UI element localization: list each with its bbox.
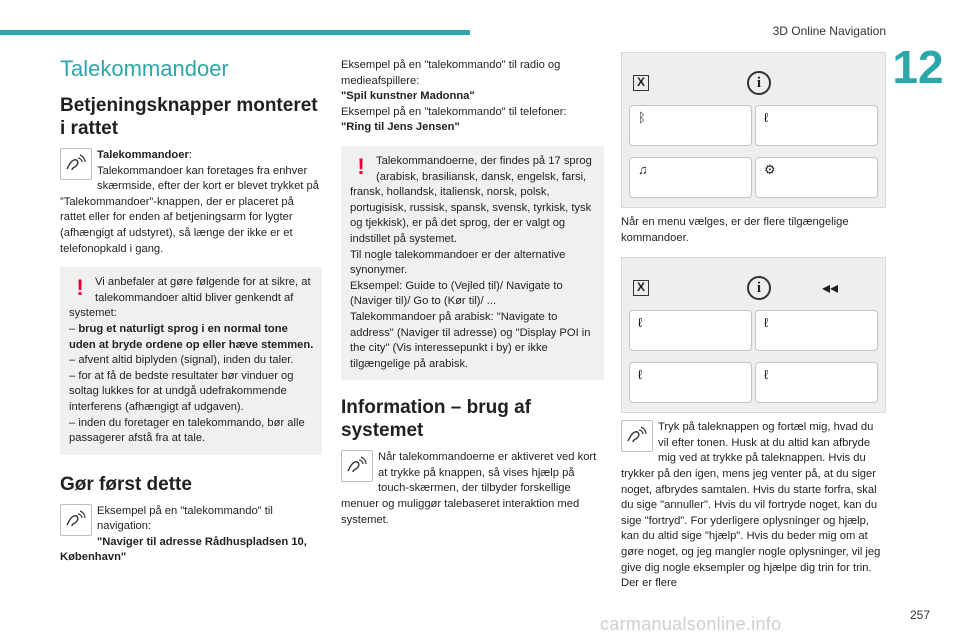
help-paragraph	[341, 450, 604, 528]
navigation-example-command: "Naviger til adresse Rådhuspladsen 10, København"	[60, 535, 307, 564]
heading-first-steps: Gør først dette	[60, 473, 192, 495]
voice-help-text: Tryk på taleknappen og fortæl mig, hvad du vil efter tonen. Husk at du altid kan afbryde mig ved at trykke på taleknappen. Hvis du trykker på den igen, mens jeg venter på, at du siger noget, afbrydes samtalen. Hvis du starte forfra, skal du sige "annuller". Hvis du vil fortryde noget, kan du sige "fortryd". For yderligere oplysninger og hjælp, kan du altid sige "hjælp". Hvis du beder mig om at gøre noget, og jeg mangler nogle oplysninger, vil jeg give dig nogle eksempler og hjælpe dig trin for trin. Der er flere	[621, 421, 881, 590]
voice-control-icon	[60, 504, 92, 536]
back-icon[interactable]: ◂◂	[821, 280, 838, 298]
note-bullet-1: brug et naturligt sprog i en normal tone uden at bryde ordene op eller hæve stemmen.	[69, 322, 314, 351]
help-paragraph-text: Når talekommandoerne er aktiveret ved kort at trykke på knappen, så vises hjælp på touch-skærmen, der tilbyder forskellige menuer og muliggør talebaseret interaktion med systemet.	[341, 451, 597, 526]
section-title: 3D Online Navigation	[772, 24, 886, 38]
note-bullet-2: – afvent altid biplyden (signal), inden du taler.	[69, 354, 294, 367]
page-number: 257	[909, 608, 930, 622]
note-dash: –	[69, 322, 79, 335]
submenu-screen	[621, 257, 886, 413]
voice-control-icon	[341, 450, 373, 482]
note-bullet-4: – inden du foretager en talekommando, bør alle passagerer afstå fra at tale.	[69, 416, 305, 445]
menu-button-navigation[interactable]	[629, 105, 752, 146]
navigation-example	[60, 504, 322, 566]
submenu-button[interactable]	[755, 362, 878, 403]
voice-command-paragraph	[60, 148, 322, 257]
watermark: carmanualsonline.info	[600, 614, 782, 634]
voice-command-text: : Talekommandoer kan foretages fra enhver skærmside, efter der kort er blevet trykket på ”Talekommandoer”-knappen, der er placeret på rattet eller for enden af betjeningsarm for lygter (afhængigt af udstyret), så længe der ikke er et telefonopkald i gang.	[60, 149, 319, 255]
submenu-button[interactable]	[755, 310, 878, 351]
column-2	[341, 58, 604, 528]
recommendation-note	[60, 267, 322, 455]
phone-icon: ℓ	[764, 314, 769, 330]
warning-icon: !	[76, 275, 84, 301]
heading-system-info: Information – brug af systemet	[341, 397, 531, 442]
voice-help-paragraph	[621, 420, 886, 592]
note-bullet-3: – for at få de bedste resultater bør vinduer og soltag lukkes for at undgå udefrakommende interferens (afhængigt af udgaven).	[69, 369, 294, 413]
radio-example-command: "Spil kunstner Madonna"	[341, 90, 475, 103]
column-1	[60, 52, 322, 566]
submenu-button[interactable]	[629, 310, 752, 351]
languages-note-2: Til nogle talekommandoer er der alternative synonymer.	[350, 248, 566, 277]
phone-example: Eksempel på en "talekommando" til telefoner:	[341, 105, 567, 118]
phone-icon: ℓ	[764, 366, 769, 382]
warning-icon: !	[357, 153, 365, 179]
phone-icon: ℓ	[638, 314, 643, 330]
menu-button-phone[interactable]	[755, 105, 878, 146]
phone-example-command: "Ring til Jens Jensen"	[341, 121, 460, 134]
column-3	[621, 52, 886, 592]
info-icon[interactable]: i	[747, 71, 771, 95]
radio-example: Eksempel på en "talekommando" til radio og medieafspillere:	[341, 59, 561, 87]
page-title: Talekommandoer	[60, 56, 229, 81]
music-icon: ♫	[638, 161, 648, 177]
phone-icon: ℓ	[764, 109, 769, 125]
menu-button-media[interactable]	[629, 157, 752, 198]
languages-note-3: Eksempel: Guide to (Vejled til)/ Navigate to (Naviger til)/ Go to (Kør til)/ ...	[350, 279, 563, 308]
header-accent-bar	[0, 30, 470, 35]
phone-icon: ℓ	[638, 366, 643, 382]
screen-caption: Når en menu vælges, er der flere tilgængelige kommandoer.	[621, 216, 849, 244]
gear-icon: ⚙	[764, 161, 776, 177]
languages-note	[341, 146, 604, 380]
languages-note-1: Talekommandoerne, der findes på 17 sprog (arabisk, brasiliansk, dansk, engelsk, farsi, fransk, hollandsk, italiensk, norsk, polsk, portugisisk, russisk, spansk, svensk, tyrkisk, tysk og tjekkisk), er på det sprog, der er valgt og indstillet på systemet.	[350, 154, 592, 245]
navigation-example-text: Eksempel på en "talekommando" til navigation:	[97, 504, 273, 533]
heading-steering-controls: Betjeningsknapper monteret i rattet	[60, 95, 318, 139]
voice-control-icon	[621, 420, 653, 452]
close-icon[interactable]: X	[633, 75, 649, 91]
languages-note-4: Talekommandoer på arabisk: "Navigate to address" (Naviger til adresse) og "Display POI in the city" (Vis interessepunkt i by) er ikke tilgængelige på arabisk.	[350, 310, 591, 370]
voice-command-label: Talekommandoer	[97, 149, 189, 161]
navigation-icon: ᛒ	[638, 109, 646, 125]
voice-control-icon	[60, 148, 92, 180]
note-intro: Vi anbefaler at gøre følgende for at sikre, at talekommandoer altid bliver genkendt af systemet:	[69, 276, 311, 320]
voice-menu-screen	[621, 52, 886, 208]
close-icon[interactable]: X	[633, 280, 649, 296]
info-icon[interactable]: i	[747, 276, 771, 300]
chapter-number: 12	[892, 41, 944, 93]
menu-button-settings[interactable]	[755, 157, 878, 198]
submenu-button[interactable]	[629, 362, 752, 403]
